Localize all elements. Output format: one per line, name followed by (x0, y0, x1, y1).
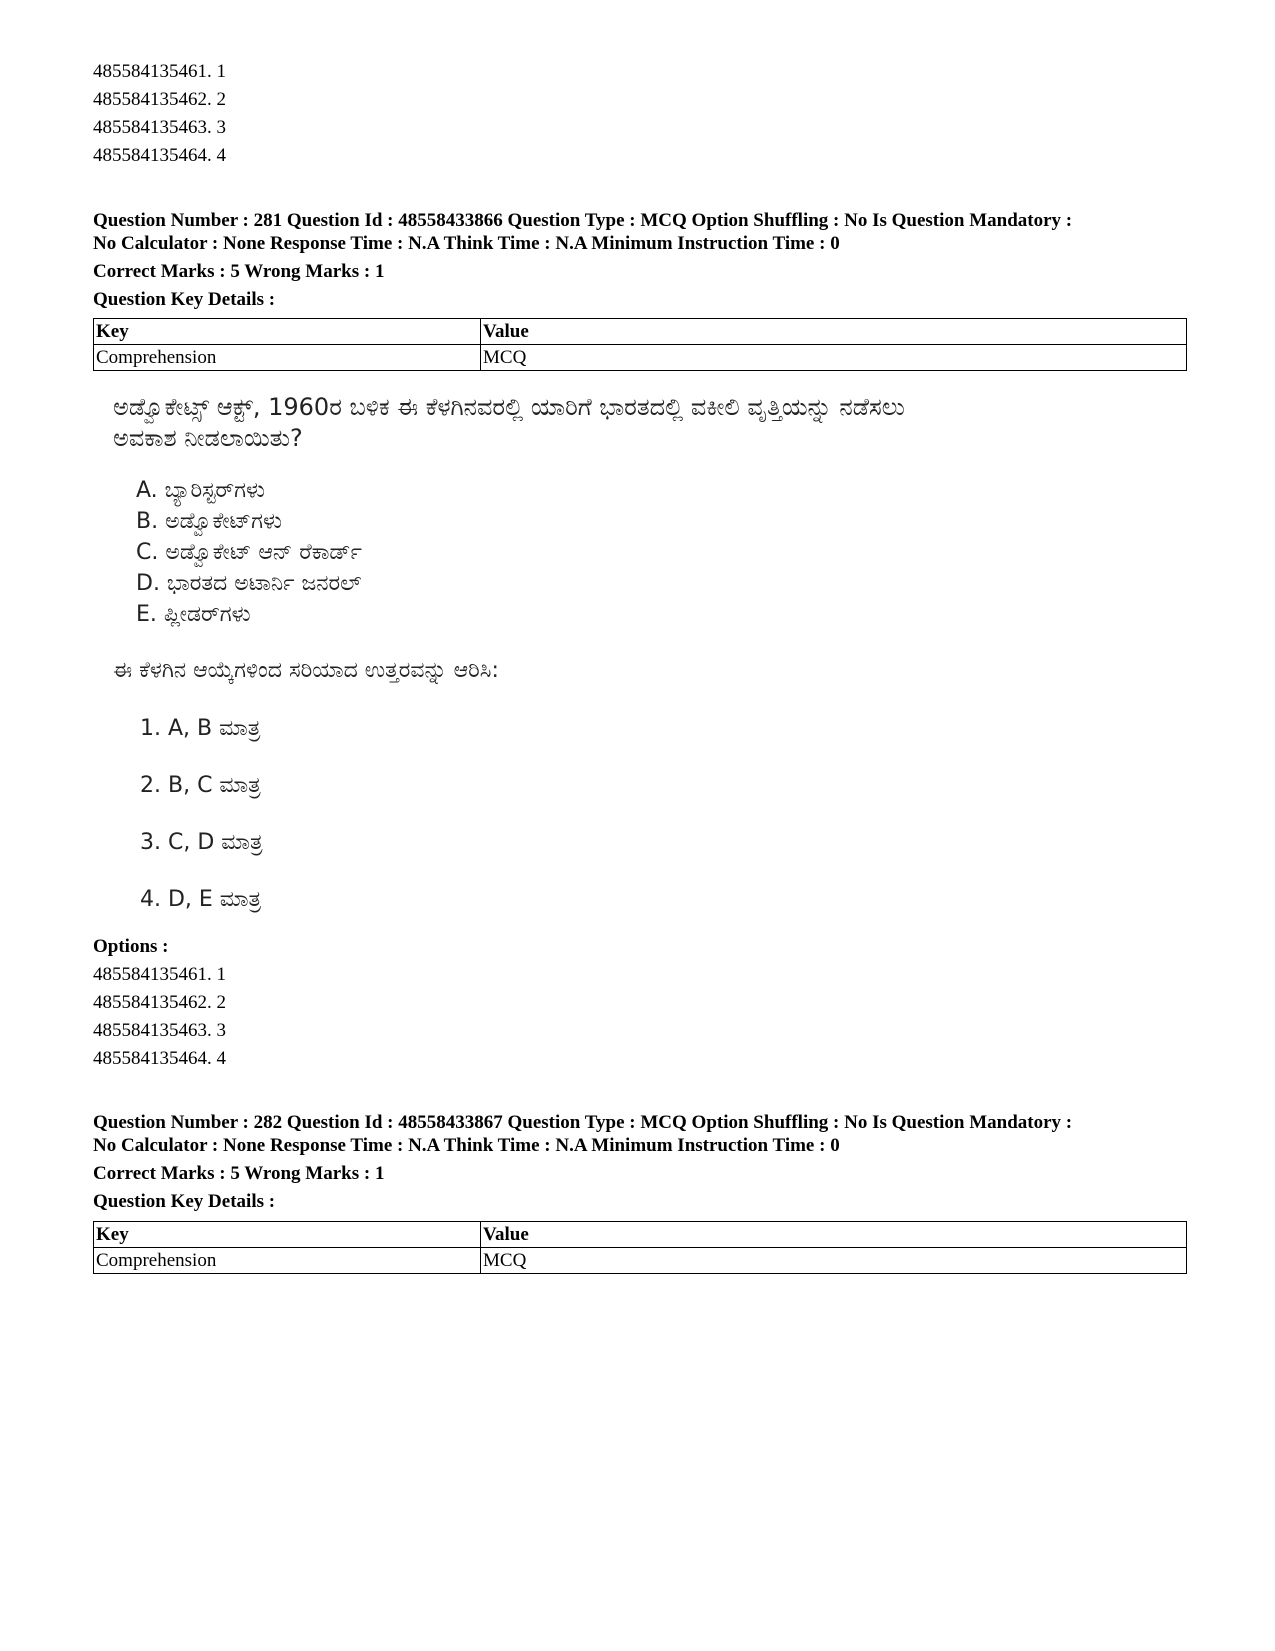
question-marks: Correct Marks : 5 Wrong Marks : 1 (93, 261, 385, 282)
question-key-details-label: Question Key Details : (93, 289, 276, 310)
answer-choice: 4. D, E ಮಾತ್ರ (140, 887, 262, 912)
question-text-line2: ಅವಕಾಶ ನೀಡಲಾಯಿತು? (113, 424, 303, 452)
question-header-line2: No Calculator : None Response Time : N.A Think Time : N.A Minimum Instruction Time : 0 (93, 233, 840, 254)
value-cell: MCQ (481, 345, 1187, 371)
answer-choice: 3. C, D ಮಾತ್ರ (140, 830, 263, 855)
option-line: 485584135462. 2 (93, 992, 226, 1013)
key-header: Key (94, 1222, 481, 1248)
option-line: 485584135464. 4 (93, 1048, 226, 1069)
value-cell: MCQ (481, 1248, 1187, 1274)
value-header: Value (481, 319, 1187, 345)
option-line: 485584135463. 3 (93, 117, 226, 138)
question-marks: Correct Marks : 5 Wrong Marks : 1 (93, 1163, 385, 1184)
statement-item: B. ಅಡ್ವೊಕೇಟ್‌ಗಳು (136, 509, 282, 534)
question-header-line1: Question Number : 281 Question Id : 48558433866 Question Type : MCQ Option Shuffling : No Is Question Mandatory : (93, 210, 1073, 231)
option-line: 485584135462. 2 (93, 89, 226, 110)
option-line: 485584135461. 1 (93, 964, 226, 985)
question-text-line1: ಅಡ್ವೊಕೇಟ್ಸ್ ಆಕ್ಟ್, 1960ರ ಬಳಿಕ ಈ ಕೆಳಗಿನವರಲ್ಲಿ ಯಾರಿಗೆ ಭಾರತದಲ್ಲಿ ವಕೀಲಿ ವೃತ್ತಿಯನ್ನು ನಡೆಸಲು (113, 393, 905, 421)
statement-item: A. ಬ್ಯಾರಿಸ್ಟರ್‌ಗಳು (136, 478, 265, 503)
question-key-table (93, 1221, 1187, 1274)
value-header: Value (481, 1222, 1187, 1248)
option-line: 485584135463. 3 (93, 1020, 226, 1041)
key-cell: Comprehension (94, 1248, 481, 1274)
question-header-line1: Question Number : 282 Question Id : 48558433867 Question Type : MCQ Option Shuffling : No Is Question Mandatory : (93, 1112, 1073, 1133)
answer-choice: 2. B, C ಮಾತ್ರ (140, 773, 261, 798)
question-header-line2: No Calculator : None Response Time : N.A Think Time : N.A Minimum Instruction Time : 0 (93, 1135, 840, 1156)
option-line: 485584135464. 4 (93, 145, 226, 166)
question-key-details-label: Question Key Details : (93, 1191, 276, 1212)
statement-item: E. ಪ್ಲೀಡರ್‌ಗಳು (136, 602, 251, 627)
statement-item: D. ಭಾರತದ ಅಟಾರ್ನಿ ಜನರಲ್ (136, 571, 362, 596)
key-cell: Comprehension (94, 345, 481, 371)
question-instruction: ಈ ಕೆಳಗಿನ ಆಯ್ಕೆಗಳಿಂದ ಸರಿಯಾದ ಉತ್ತರವನ್ನು ಆರಿಸಿ: (113, 658, 499, 683)
question-key-table (93, 318, 1187, 371)
options-label: Options : (93, 936, 169, 957)
key-header: Key (94, 319, 481, 345)
answer-choice: 1. A, B ಮಾತ್ರ (140, 716, 261, 741)
statement-item: C. ಅಡ್ವೊಕೇಟ್ ಆನ್ ರೆಕಾರ್ಡ್ (136, 540, 362, 565)
option-line: 485584135461. 1 (93, 61, 226, 82)
